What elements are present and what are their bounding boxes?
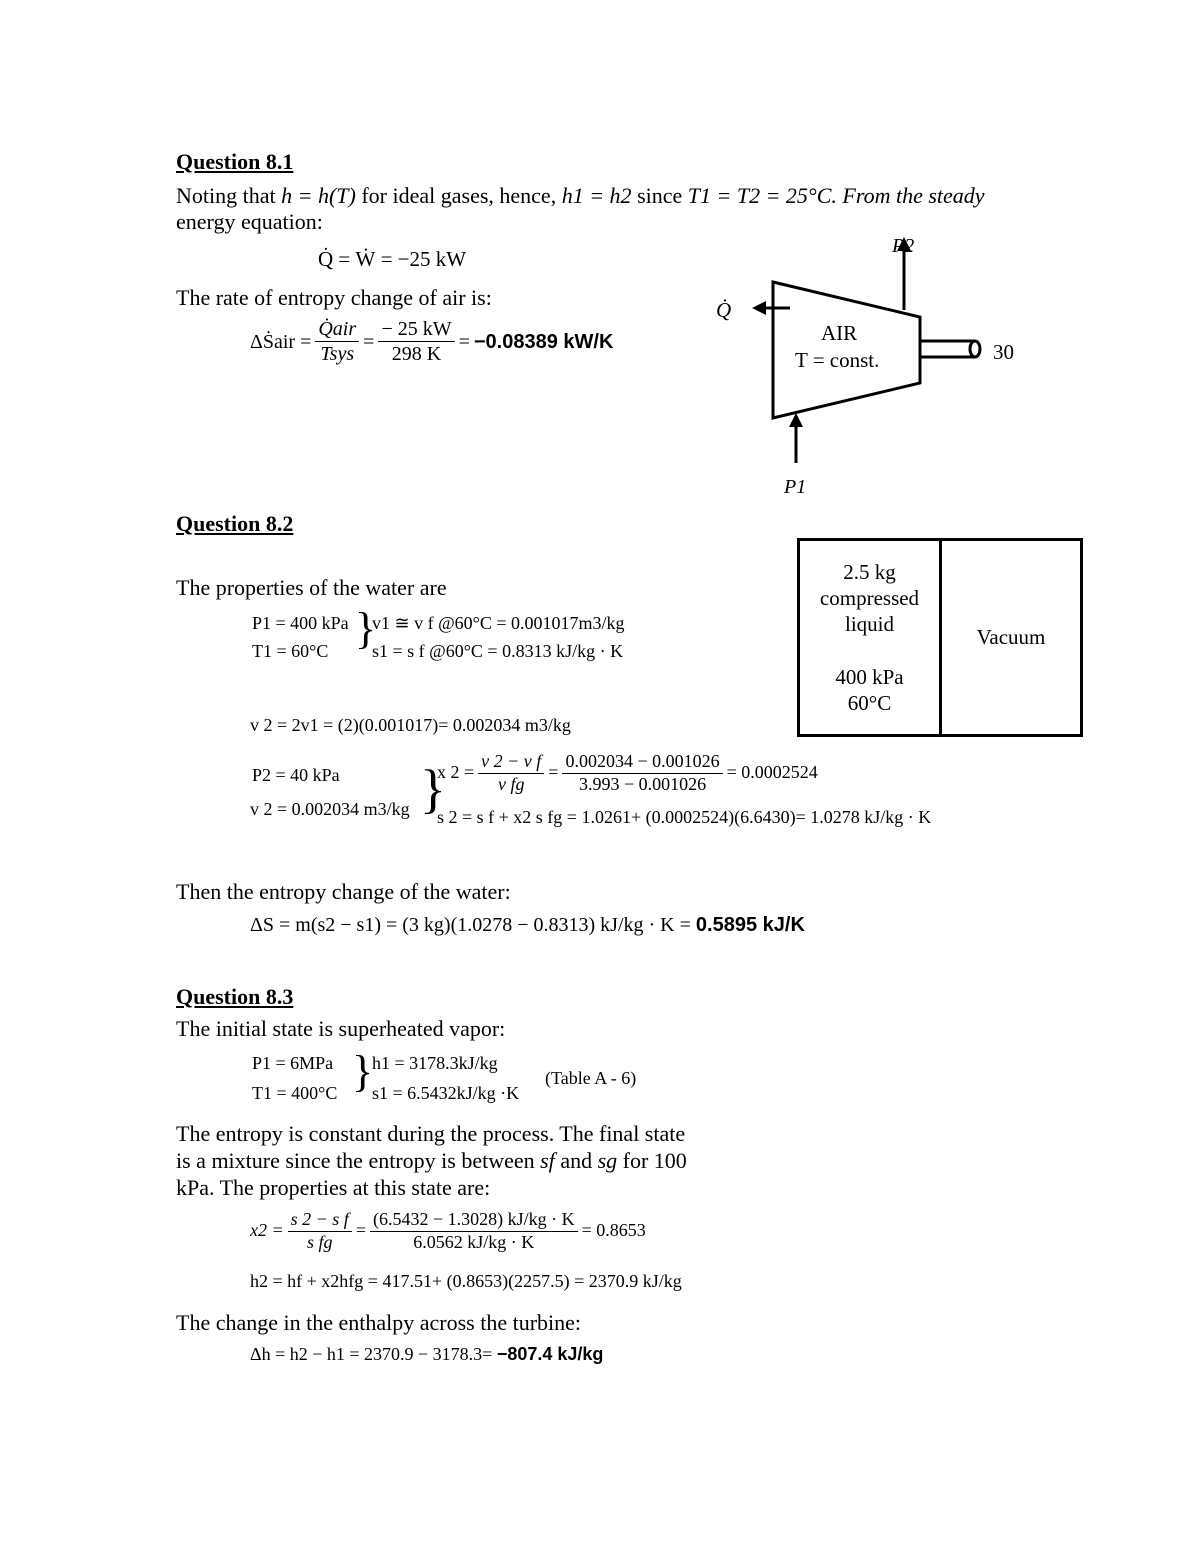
q3-x2-lhs: x2 = xyxy=(250,1220,284,1241)
q1-intro-a: Noting that xyxy=(176,183,276,208)
q2-p2: P2 = 40 kPa xyxy=(252,765,340,785)
tank-pressure: 400 kPa xyxy=(835,664,904,689)
q2-v2-line: v 2 = 2v1 = (2)(0.001017)= 0.002034 m3/kg xyxy=(250,715,571,735)
tank-vacuum: Vacuum xyxy=(976,625,1046,649)
q3-text2-sg: sg xyxy=(597,1148,618,1173)
q1-intro-h: h = h(T) xyxy=(281,183,356,208)
q3-text2-and: and xyxy=(560,1148,593,1173)
q3-t1: T1 = 400°C xyxy=(252,1083,338,1103)
q2-x2-frac2-den: 3.993 − 0.001026 xyxy=(578,773,707,794)
q1-eq2-frac2-den: 298 K xyxy=(391,343,442,365)
tank-liquid: liquid xyxy=(844,612,894,637)
q3-text2-sf: sf xyxy=(540,1148,555,1173)
q2-x2-result: = 0.0002524 xyxy=(726,762,818,783)
tank-compressed: compressed xyxy=(819,586,920,611)
q1-intro-since: since xyxy=(637,183,683,208)
q3-text1: The entropy is constant during the process. The final state xyxy=(176,1121,686,1146)
q1-eq2-equals: = xyxy=(363,330,375,353)
tank-temperature: 60°C xyxy=(847,690,892,715)
q3-x2-eq xyxy=(250,1210,646,1253)
tank-mass: 2.5 kg xyxy=(843,559,896,584)
q1-eq2-result: −0.08389 kW/K xyxy=(473,330,614,353)
q2-v1: v1 ≅ v f @60°C = 0.001017m3/kg xyxy=(372,613,625,633)
q2-ds-eq: ΔS = m(s2 − s1) = (3 kg)(1.0278 − 0.8313) kJ/kg · K = xyxy=(250,914,691,936)
q1-heading: Question 8.1 xyxy=(176,149,294,174)
q2-ds-line xyxy=(250,914,805,936)
q2-x2-equals: = xyxy=(548,762,559,783)
q2-s2-line: s 2 = s f + x2 s fg = 1.0261+ (0.0002524)(6.6430)= 1.0278 kJ/kg · K xyxy=(437,807,932,827)
q2-x2-frac1 xyxy=(478,752,544,795)
q2-properties-text: The properties of the water are xyxy=(176,575,447,600)
q3-x2-frac2-den: 6.0562 kJ/kg · K xyxy=(413,1231,535,1252)
q3-h2-line: h2 = hf + x2hfg = 417.51+ (0.8653)(2257.5) = 2370.9 kJ/kg xyxy=(250,1271,682,1291)
q1-eq1: Q̇ = Ẇ = −25 kW xyxy=(318,247,467,271)
q3-dh-line xyxy=(250,1345,603,1365)
q3-initial-text: The initial state is superheated vapor: xyxy=(176,1016,506,1041)
q2-heading: Question 8.2 xyxy=(176,511,294,536)
q3-p1: P1 = 6MPa xyxy=(252,1053,334,1073)
q3-s1: s1 = 6.5432kJ/kg ·K xyxy=(372,1083,520,1103)
q3-text2 xyxy=(176,1149,687,1173)
q3-x2-frac1-num: s 2 − s f xyxy=(288,1210,352,1232)
q3-text2-a: is a mixture since the entropy is between xyxy=(176,1148,535,1173)
q3-text3: kPa. The properties at this state are: xyxy=(176,1175,491,1200)
q2-x2-lhs: x 2 = xyxy=(437,762,475,783)
q1-eq2-frac2 xyxy=(378,318,454,365)
q1-eq2-lhs: ΔṠair = xyxy=(250,330,312,353)
q3-dh-result: −807.4 kJ/kg xyxy=(496,1344,604,1364)
q1-intro-h1h2: h1 = h2 xyxy=(561,183,632,208)
q3-h1: h1 = 3178.3kJ/kg xyxy=(372,1053,498,1073)
tank-box xyxy=(797,538,1083,737)
q1-eq2 xyxy=(250,318,613,365)
fig-air-label: AIR xyxy=(821,321,858,345)
turbine-diagram xyxy=(700,225,1060,505)
q1-eq2-frac1 xyxy=(315,318,359,365)
fig-q-label: Q̇ xyxy=(716,298,732,322)
q3-change-text: The change in the enthalpy across the turbine: xyxy=(176,1310,582,1335)
q2-brace1: } xyxy=(355,604,377,653)
tank-right-compartment xyxy=(942,541,1080,734)
q1-eq2-frac1-num: Q̇air xyxy=(315,318,359,342)
q1-eq2-frac2-num: − 25 kW xyxy=(378,318,454,342)
q2-s1: s1 = s f @60°C = 0.8313 kJ/kg · K xyxy=(372,641,624,661)
q3-text2-b: for 100 xyxy=(622,1148,687,1173)
q-arrow-head xyxy=(752,301,766,315)
q1-intro-line2: energy equation: xyxy=(176,209,323,234)
shaft-end xyxy=(970,341,980,357)
q2-p1: P1 = 400 kPa xyxy=(252,613,349,633)
q2-x2-frac2 xyxy=(562,752,722,795)
q1-rate-text: The rate of entropy change of air is: xyxy=(176,285,492,310)
fig-t-label: T = const. xyxy=(795,348,880,372)
tank-left-compartment xyxy=(800,541,942,734)
q3-heading: Question 8.3 xyxy=(176,984,294,1009)
q2-x2-eq xyxy=(437,752,818,795)
fig-p2-label: P2 xyxy=(892,235,915,257)
q2-then-text: Then the entropy change of the water: xyxy=(176,879,511,904)
q2-v2: v 2 = 0.002034 m3/kg xyxy=(250,799,410,819)
q3-table: (Table A - 6) xyxy=(545,1068,637,1088)
fig-p1-label: P1 xyxy=(784,476,807,498)
q2-x2-frac1-den: v fg xyxy=(497,773,525,794)
q1-intro-b: for ideal gases, hence, xyxy=(361,183,557,208)
q3-x2-frac2 xyxy=(370,1210,578,1253)
q3-x2-frac1 xyxy=(288,1210,352,1253)
q3-x2-frac1-den: s fg xyxy=(306,1231,333,1252)
q3-brace: } xyxy=(352,1047,374,1096)
q2-x2-frac1-num: v 2 − v f xyxy=(478,752,544,774)
q3-x2-result: = 0.8653 xyxy=(581,1220,646,1241)
q3-x2-frac2-num: (6.5432 − 1.3028) kJ/kg · K xyxy=(370,1210,578,1232)
q2-x2-frac2-num: 0.002034 − 0.001026 xyxy=(562,752,722,774)
fig-30-label: 30 xyxy=(993,340,1014,364)
q3-dh-eq: Δh = h2 − h1 = 2370.9 − 3178.3= xyxy=(250,1344,493,1364)
q2-ds-result: 0.5895 kJ/K xyxy=(695,914,805,936)
q2-brace2: } xyxy=(420,759,446,819)
q1-intro-line1 xyxy=(176,184,985,208)
q1-eq2-equals2: = xyxy=(458,330,470,353)
q1-eq2-frac1-den: Tsys xyxy=(320,343,355,365)
q2-t1: T1 = 60°C xyxy=(252,641,329,661)
q3-x2-equals: = xyxy=(355,1220,366,1241)
q1-intro-t1t2: T1 = T2 = 25°C. From the steady xyxy=(687,183,985,208)
